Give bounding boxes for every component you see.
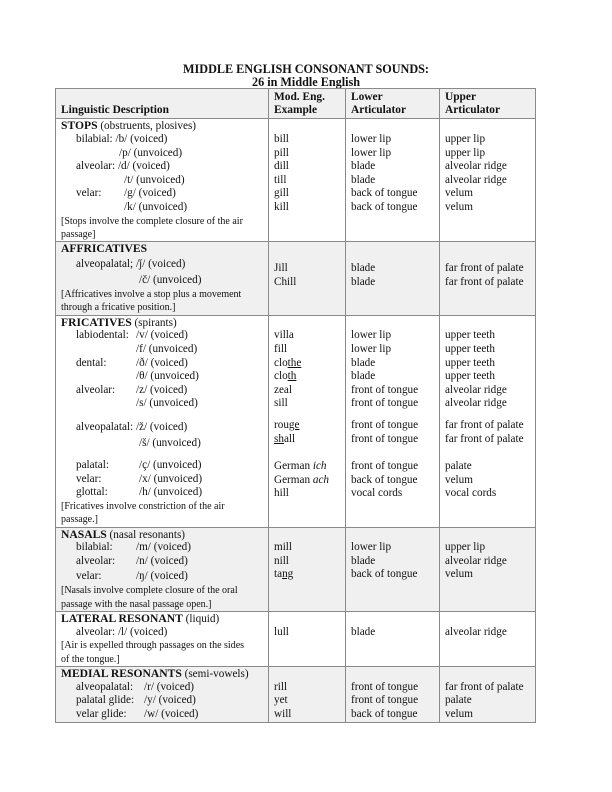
medial-examples: rill yet will <box>269 667 346 722</box>
stops-lower: lower lip lower lip blade blade back of tongue back of tongue <box>346 119 440 242</box>
section-affricatives <box>56 242 536 315</box>
lateral-description: LATERAL RESONANT (liquid) alveolar: /l/ (voiced) [Air is expelled through passages on the sides of the tongue.] <box>56 612 269 667</box>
affricatives-note: [Affricatives involve a stop plus a movement through a fricative position.] <box>61 288 242 314</box>
nasals-description: NASALS (nasal resonants) bilabial: /m/ (voiced) alveolar: /n/ (voiced) velar: /ŋ/ (voiced) [Nasals involve complete closure of the oral passage with the nasal passage open.] <box>56 527 269 612</box>
header-upper-articulator: Upper Articulator <box>440 89 536 119</box>
affricatives-description: AFFRICATIVES alveopalatal; /ǰ/ (voiced) /č/ (unvoiced) [Affricatives involve a stop plus a movement through a fricative position.] <box>56 242 269 315</box>
section-lateral <box>56 612 536 667</box>
affricatives-examples: Jill Chill <box>269 242 346 315</box>
lateral-note: [Air is expelled through passages on the sides of the tongue.] <box>61 640 245 665</box>
lateral-upper: alveolar ridge <box>440 612 536 667</box>
affricatives-lower: blade blade <box>346 242 440 315</box>
fricatives-upper: upper teeth upper teeth upper teeth upper teeth alveolar ridge alveolar ridge far front of palate far front of palate palate velum vocal cords <box>440 315 536 527</box>
affricatives-upper: far front of palate far front of palate <box>440 242 536 315</box>
nasals-lower: lower lip blade back of tongue <box>346 527 440 612</box>
fricatives-description: FRICATIVES (spirants) labiodental:/v/ (voiced) /f/ (unvoiced) dental: /ð/ (voiced) /θ/ (unvoiced) alveolar: /z/ (voiced) /s/ (unvoiced) alveopalatal: /ž/ (voiced) /š/ (unvoiced) palatal: /ç/ (unvoiced) velar: /x/ (unvoiced) glottal: /h/ (unvoiced) [Fricatives involve constriction of the air passage.] <box>56 315 269 527</box>
fricatives-note: [Fricatives involve constriction of the air passage.] <box>61 500 225 526</box>
section-stops <box>56 119 536 242</box>
section-heading: FRICATIVES <box>61 315 132 329</box>
stops-examples: bill pill dill till gill kill <box>269 119 346 242</box>
medial-upper: far front of palate palate velum <box>440 667 536 722</box>
section-heading: LATERAL RESONANT <box>61 612 183 626</box>
header-lower-articulator: Lower Articulator <box>346 89 440 119</box>
section-fricatives <box>56 315 536 527</box>
nasals-examples: mill nill tang <box>269 527 346 612</box>
nasals-note: [Nasals involve complete closure of the oral passage with the nasal passage open.] <box>61 585 238 610</box>
section-heading: NASALS <box>61 527 107 541</box>
fricatives-lower: lower lip lower lip blade blade front of tongue front of tongue front of tongue front of tongue front of tongue back of tongue vocal cords <box>346 315 440 527</box>
medial-lower: front of tongue front of tongue back of tongue <box>346 667 440 722</box>
page-subtitle: 26 in Middle English <box>251 75 361 89</box>
section-heading: AFFRICATIVES <box>61 242 148 256</box>
stops-note: [Stops involve the complete closure of the air passage] <box>61 215 243 240</box>
table-header-row <box>56 89 536 119</box>
section-heading: STOPS <box>61 119 98 133</box>
consonant-table <box>55 88 536 723</box>
lateral-examples: lull <box>269 612 346 667</box>
page-title: MIDDLE ENGLISH CONSONANT SOUNDS: <box>183 62 429 76</box>
medial-description: MEDIAL RESONANTS (semi-vowels) alveopalatal:/r/ (voiced) palatal glide:/y/ (voiced) velar glide:/w/ (voiced) <box>56 667 269 722</box>
section-heading: MEDIAL RESONANTS <box>61 667 182 681</box>
fricatives-examples: villa fill clothe cloth zeal sill rouge shall German ich German ach hill <box>269 315 346 527</box>
header-description: Linguistic Description <box>56 89 269 119</box>
stops-description: STOPS (obstruents, plosives) bilabial: /b/ (voiced) /p/ (unvoiced) alveolar: /d/ (voiced) /t/ (unvoiced) velar: /g/ (voiced) /k/ (unvoiced) [Stops involve the complete closure of the air passage] <box>56 119 269 242</box>
lateral-lower: blade <box>346 612 440 667</box>
nasals-upper: upper lip alveolar ridge velum <box>440 527 536 612</box>
section-nasals <box>56 527 536 612</box>
header-example: Mod. Eng. Example <box>269 89 346 119</box>
stops-upper: upper lip upper lip alveolar ridge alveolar ridge velum velum <box>440 119 536 242</box>
section-medial <box>56 667 536 722</box>
